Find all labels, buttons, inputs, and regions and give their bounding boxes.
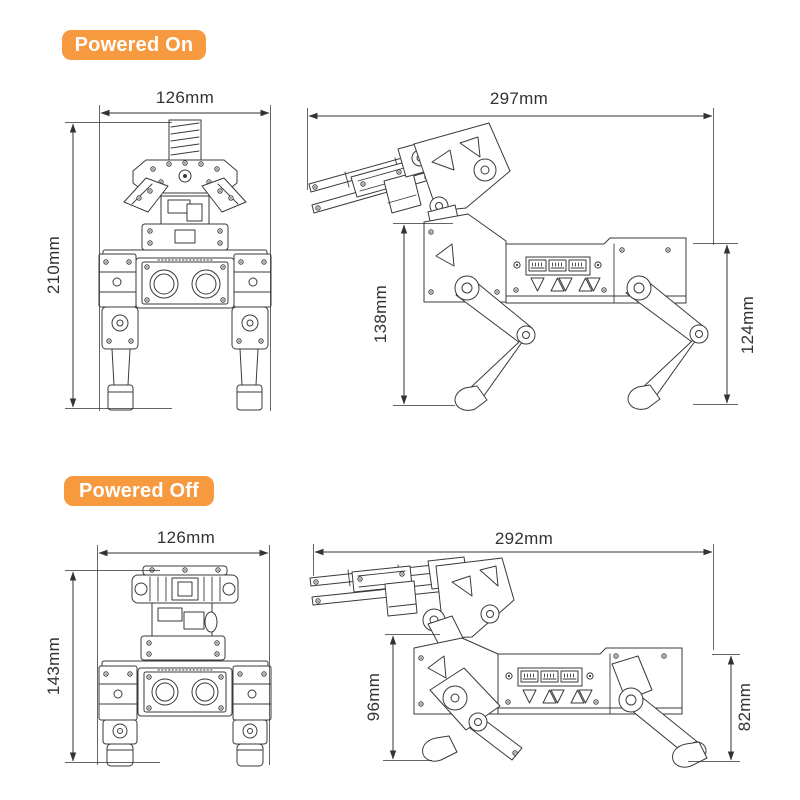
dim-label-on-side-front-height: 138mm <box>371 284 390 344</box>
dim-label-on-side-length: 297mm <box>489 89 549 108</box>
dim-label-on-front-width: 126mm <box>155 88 215 107</box>
dim-label-off-front-width: 126mm <box>156 528 216 547</box>
dim-label-on-front-height: 210mm <box>44 235 63 295</box>
dim-label-off-side-rear-height: 82mm <box>735 682 754 732</box>
dim-label-on-side-rear-height: 124mm <box>738 295 757 355</box>
powered-on-badge: Powered On <box>62 30 206 60</box>
powered-on-side-drawing <box>309 123 708 410</box>
powered-off-badge: Powered Off <box>64 476 214 506</box>
powered-off-front-drawing <box>99 566 271 766</box>
dim-label-off-side-front-height: 96mm <box>364 672 383 722</box>
powered-off-side-drawing <box>310 557 707 767</box>
dim-label-off-side-length: 292mm <box>494 529 554 548</box>
dim-label-off-front-height: 143mm <box>44 636 63 696</box>
powered-on-front-drawing <box>99 120 271 410</box>
